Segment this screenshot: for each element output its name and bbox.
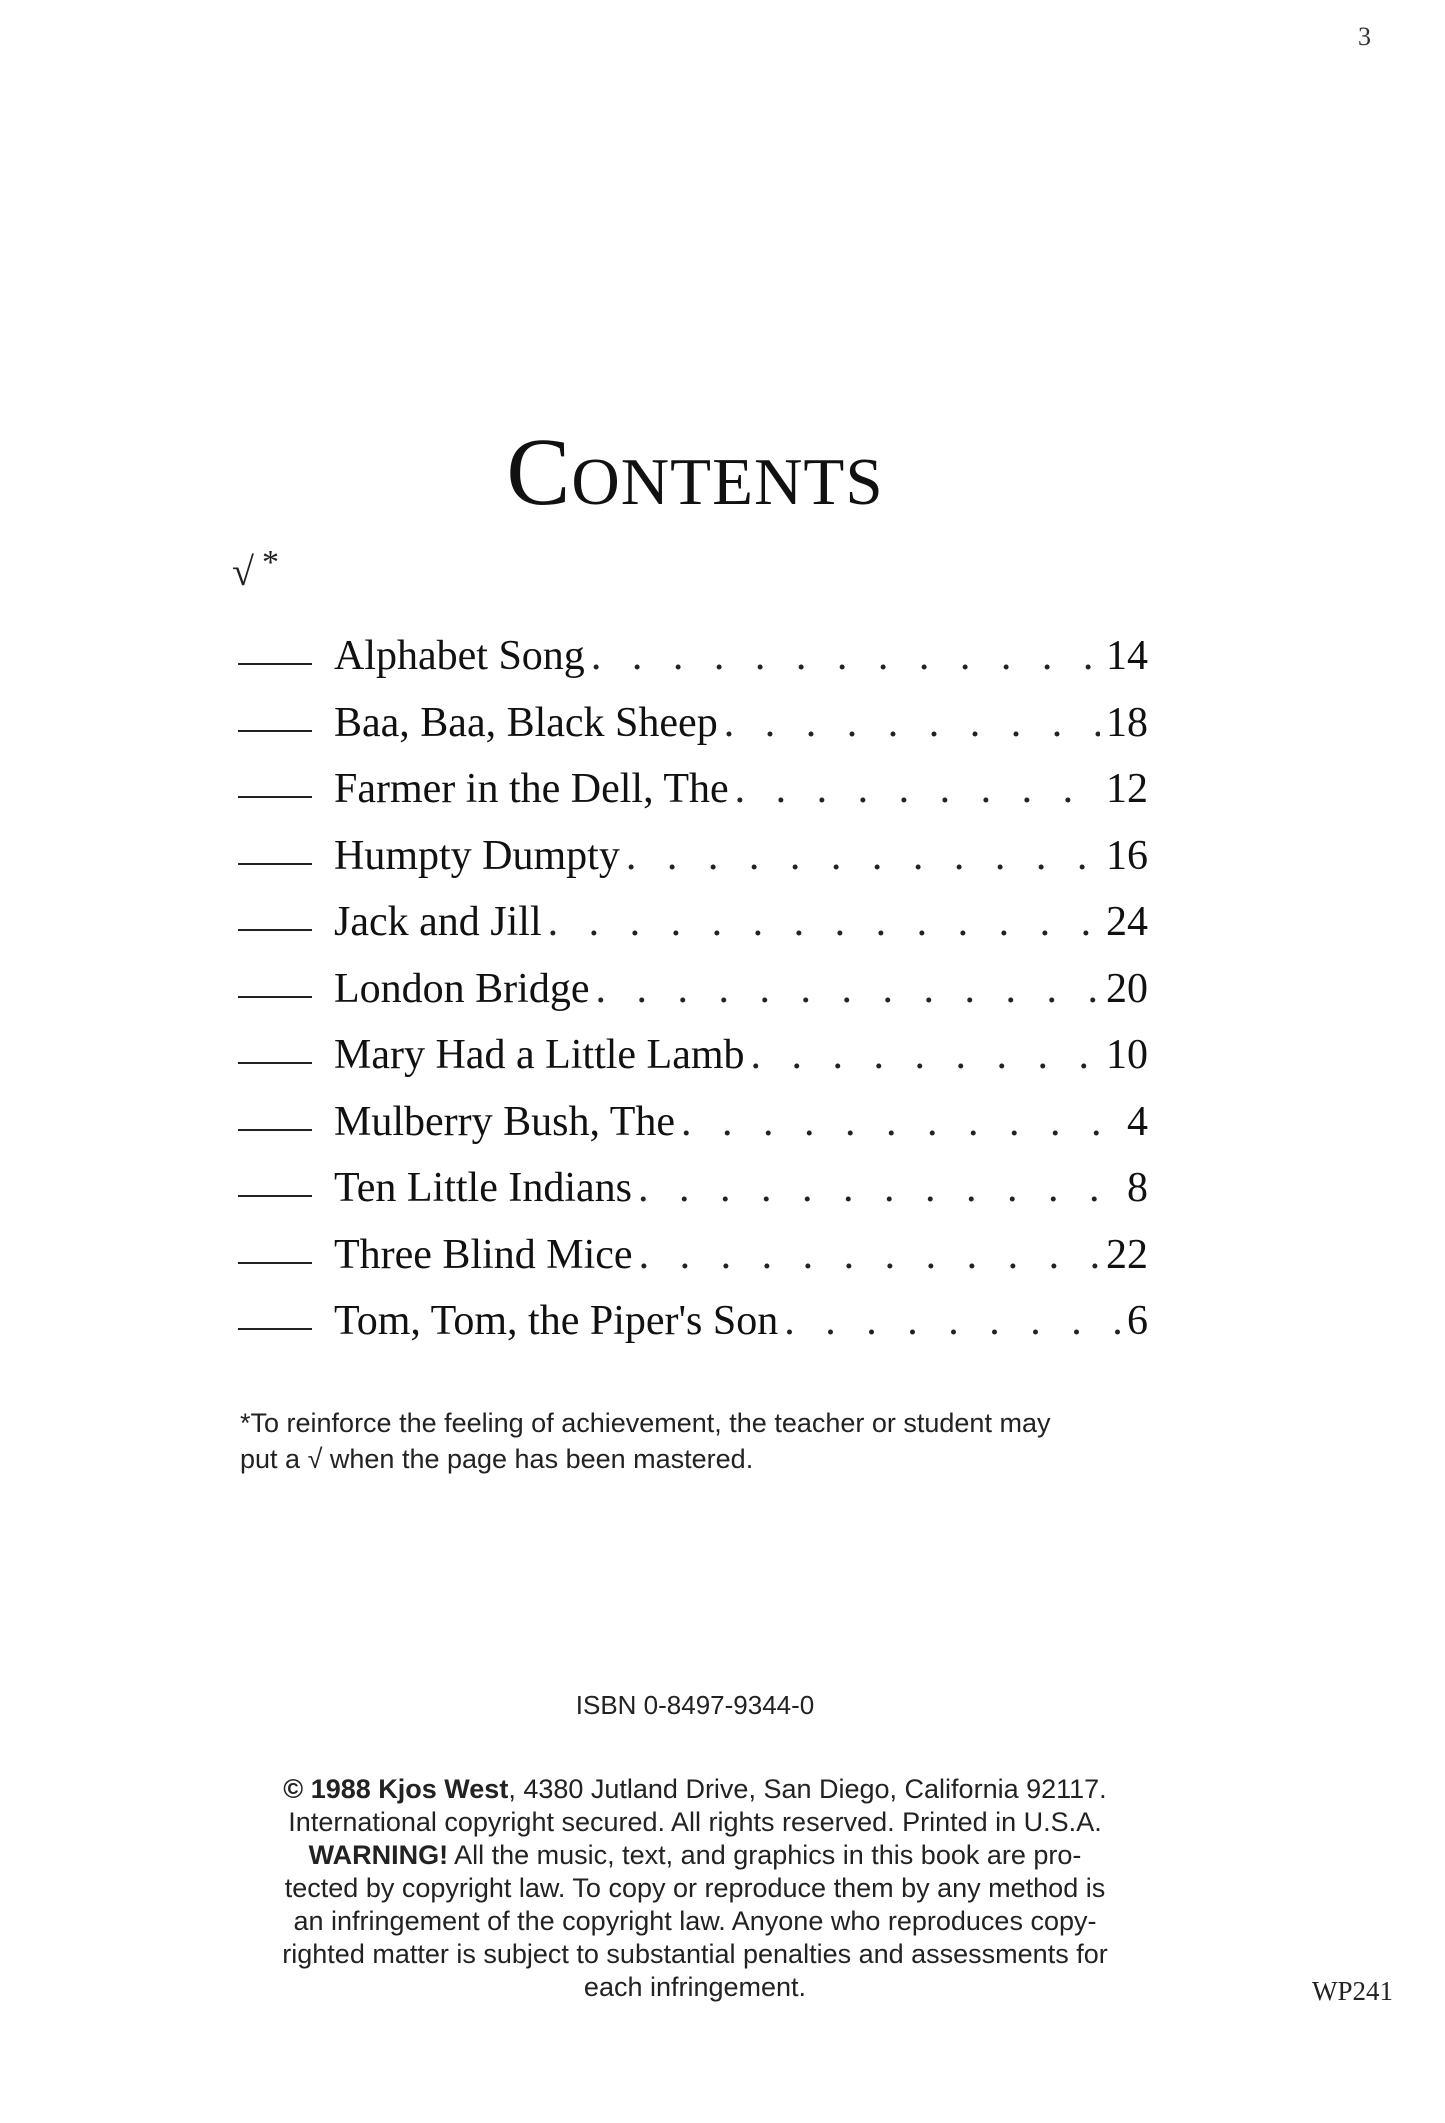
- check-mark-icon: √: [232, 549, 254, 594]
- dot-leader: [735, 765, 1100, 813]
- dot-leader: [595, 965, 1100, 1013]
- list-item: [238, 1164, 1148, 1231]
- song-page-number: 20: [1106, 965, 1148, 1012]
- song-title: Mary Had a Little Lamb: [334, 1032, 745, 1078]
- song-title: Alphabet Song: [334, 633, 585, 679]
- song-title: Ten Little Indians: [334, 1165, 632, 1211]
- check-blank: [238, 663, 312, 665]
- song-title: Tom, Tom, the Piper's Son: [334, 1298, 779, 1344]
- song-page-number: 18: [1106, 699, 1148, 746]
- list-item: [238, 632, 1148, 699]
- song-title: Farmer in the Dell, The: [334, 766, 729, 812]
- song-page-number: 22: [1106, 1231, 1148, 1278]
- check-blank: [238, 796, 312, 798]
- dot-leader: [681, 1098, 1121, 1146]
- song-title: Baa, Baa, Black Sheep: [334, 699, 718, 746]
- publisher-name: Kjos West: [378, 1774, 509, 1804]
- check-mark-icon: √: [307, 1444, 323, 1474]
- warning-line-5: each infringement.: [583, 1972, 807, 2002]
- copyright-notice: [235, 1773, 1155, 2004]
- song-title: Three Blind Mice: [334, 1231, 633, 1278]
- list-item: [238, 699, 1148, 766]
- dot-leader: [784, 1297, 1121, 1345]
- list-item: [238, 765, 1148, 832]
- rights-statement: International copyright secured. All rights reserved. Printed in U.S.A.: [288, 1807, 1102, 1837]
- warning-label: WARNING!: [308, 1840, 449, 1870]
- song-page-number: 6: [1127, 1298, 1148, 1344]
- song-title: Humpty Dumpty: [334, 832, 620, 879]
- song-page-number: 24: [1106, 899, 1148, 945]
- footnote-line-2-end: when the page has been mastered.: [322, 1444, 754, 1474]
- check-blank: [238, 1129, 312, 1131]
- song-page-number: 10: [1106, 1032, 1148, 1078]
- list-item: [238, 1098, 1148, 1165]
- copyright-year: © 1988: [283, 1774, 371, 1804]
- song-page-number: 16: [1106, 832, 1148, 879]
- warning-line-2: tected by copyright law. To copy or reproduce them by any method is: [284, 1873, 1106, 1903]
- song-page-number: 4: [1127, 1098, 1148, 1145]
- check-blank: [238, 1328, 312, 1330]
- list-item: [238, 1031, 1148, 1098]
- list-item: [238, 832, 1148, 899]
- page-number: 3: [1358, 22, 1371, 51]
- song-page-number: 8: [1127, 1165, 1148, 1211]
- list-item: [238, 898, 1148, 965]
- dot-leader: [724, 699, 1100, 747]
- dot-leader: [751, 1031, 1100, 1079]
- check-blank: [238, 1062, 312, 1064]
- list-item: [238, 965, 1148, 1032]
- catalog-number: WP241: [1312, 1976, 1393, 2006]
- song-title: London Bridge: [334, 965, 590, 1012]
- song-page-number: 14: [1106, 633, 1148, 679]
- check-blank: [238, 1195, 312, 1197]
- page-title: Contents: [506, 418, 884, 525]
- footnote-line-2-start: put a: [240, 1444, 308, 1474]
- song-page-number: 12: [1106, 766, 1148, 812]
- warning-text: All the music, text, and graphics in this book are pro-: [448, 1840, 1082, 1870]
- check-blank: [238, 863, 312, 865]
- isbn: ISBN 0-8497-9344-0: [575, 1690, 815, 1720]
- list-item: [238, 1297, 1148, 1364]
- warning-line-4: righted matter is subject to substantial penalties and assessments for: [282, 1939, 1108, 1969]
- check-blank: [238, 996, 312, 998]
- check-blank: [238, 730, 312, 732]
- dot-leader: [591, 632, 1100, 680]
- footnote: [240, 1405, 1160, 1477]
- dot-leader: [639, 1231, 1100, 1279]
- song-title: Mulberry Bush, The: [334, 1098, 676, 1145]
- check-blank: [238, 1262, 312, 1264]
- dot-leader: [638, 1164, 1121, 1212]
- asterisk-icon: *: [261, 544, 279, 581]
- check-blank: [238, 929, 312, 931]
- footnote-line-1: *To reinforce the feeling of achievement, the teacher or student may: [240, 1408, 1051, 1438]
- column-header-marks: [232, 544, 279, 595]
- song-title: Jack and Jill: [334, 899, 542, 945]
- publisher-address: , 4380 Jutland Drive, San Diego, California 92117.: [508, 1774, 1107, 1804]
- dot-leader: [626, 832, 1100, 880]
- list-item: [238, 1231, 1148, 1298]
- warning-line-3: an infringement of the copyright law. Anyone who reproduces copy-: [293, 1906, 1097, 1936]
- contents-list: [238, 632, 1148, 1364]
- dot-leader: [548, 898, 1100, 946]
